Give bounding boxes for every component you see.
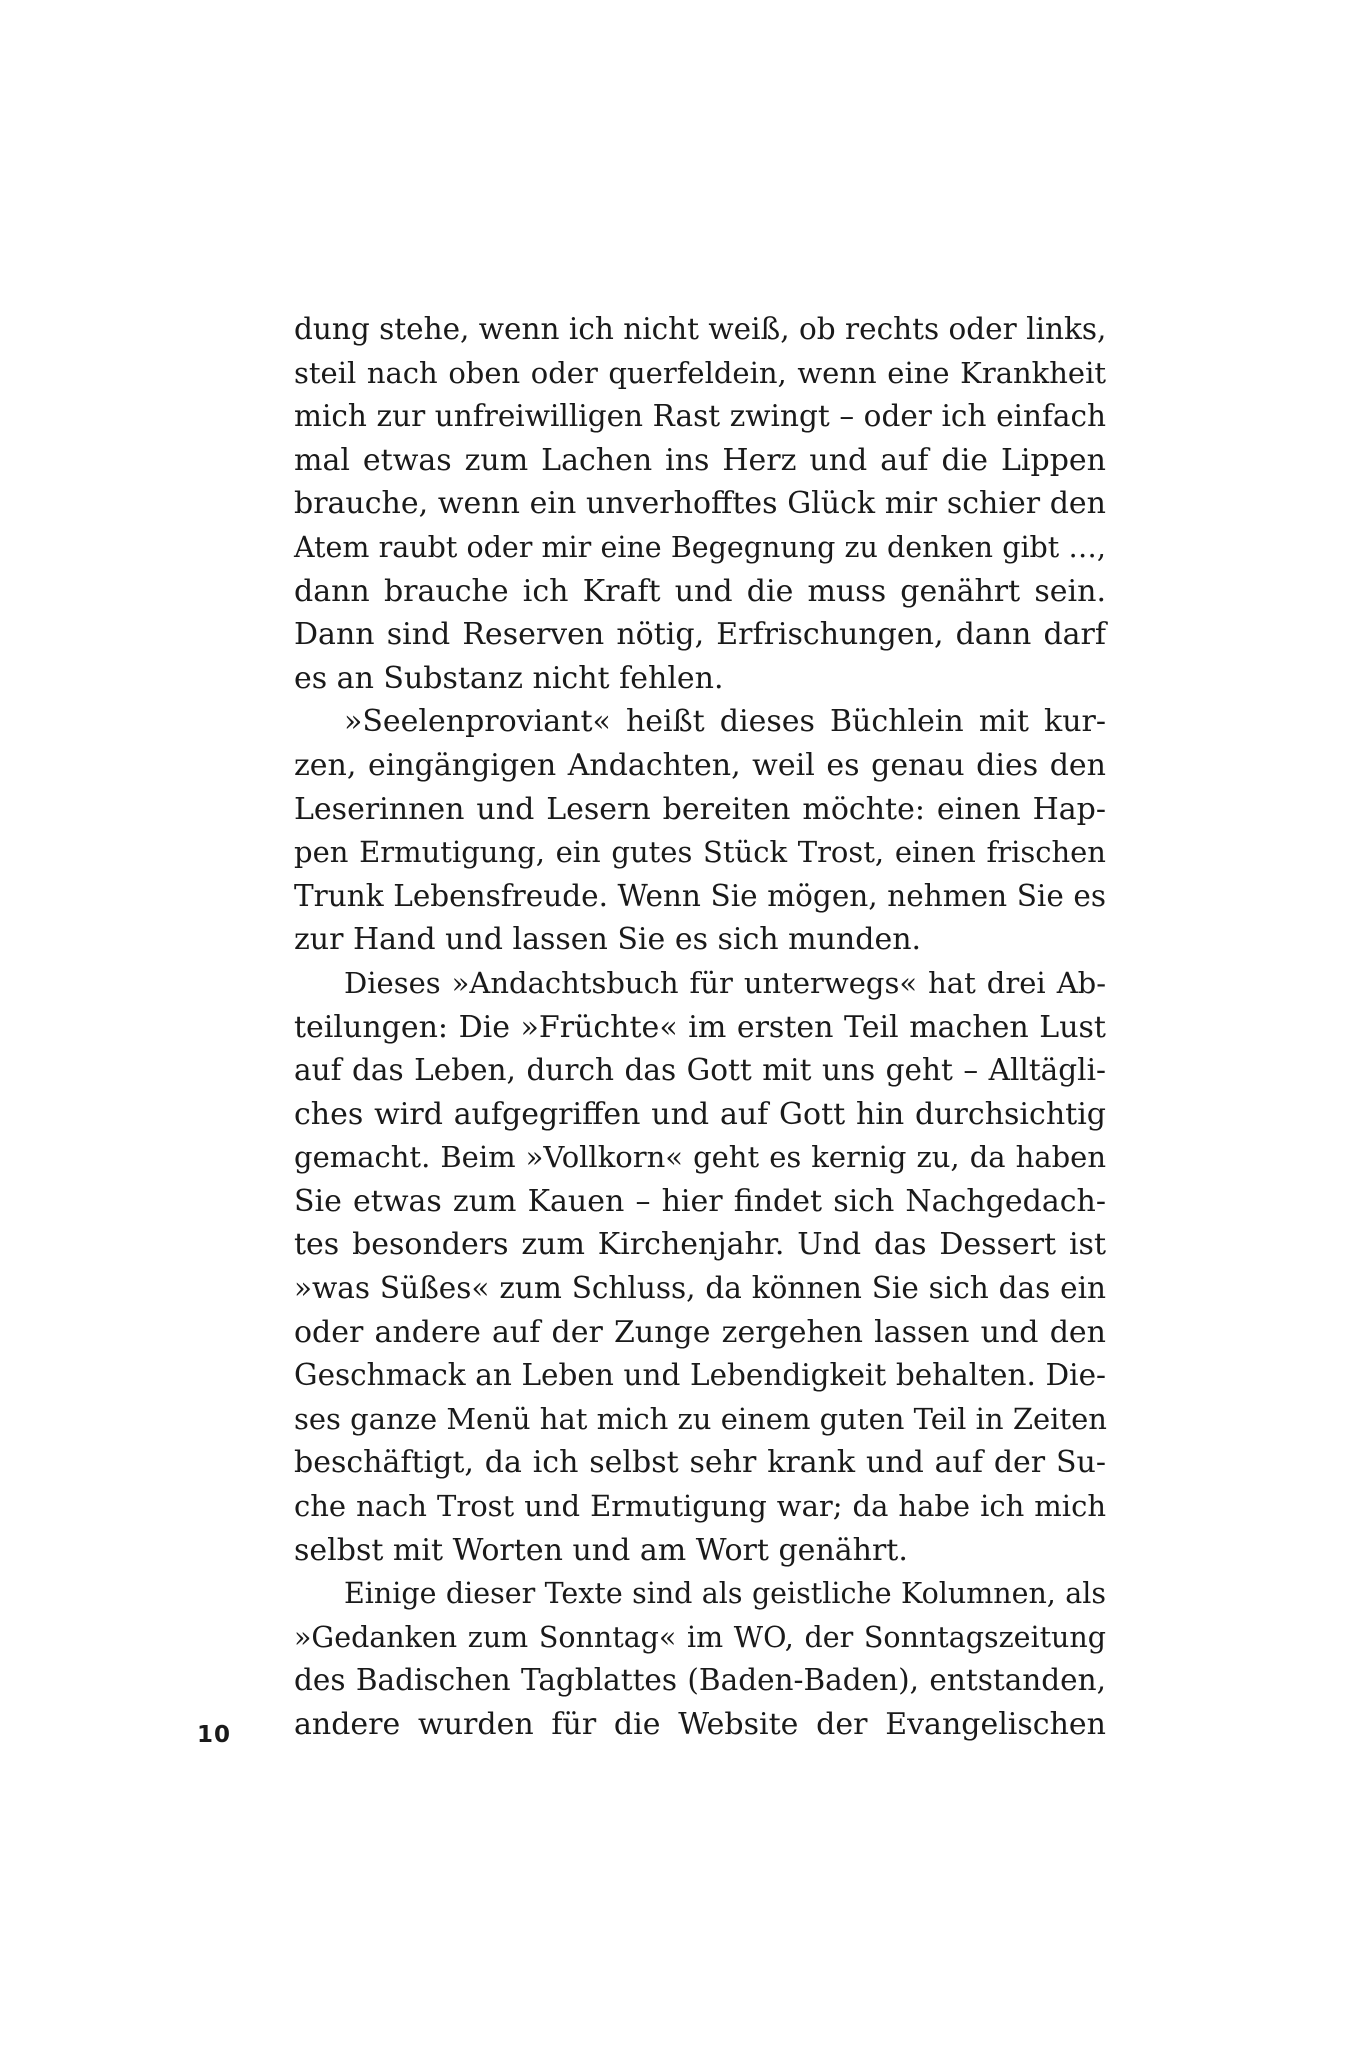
text-line: zen, eingängigen Andachten, weil es genau dies den (294, 747, 1106, 783)
text-line: »Gedanken zum Sonntag« im WO, der Sonntagszeitung (294, 1620, 1106, 1654)
text-line: auf das Leben, durch das Gott mit uns geht – Alltägli- (294, 1053, 1106, 1088)
text-line: beschäftigt, da ich selbst sehr krank und auf der Su- (294, 1445, 1106, 1481)
body-text (294, 308, 1106, 1747)
text-line: Geschmack an Leben und Lebendigkeit behalten. Die- (294, 1358, 1106, 1393)
text-line: des Badischen Tagblattes (Baden-Baden), entstanden, (294, 1663, 1106, 1698)
page-number: 10 (197, 1722, 232, 1748)
text-line: es an Substanz nicht fehlen. (294, 660, 724, 696)
text-line: »was Süßes« zum Schluss, da können Sie sich das ein (294, 1271, 1106, 1306)
text-line: che nach Trost und Ermutigung war; da habe ich mich (294, 1489, 1106, 1524)
text-line: Trunk Lebensfreude. Wenn Sie mögen, nehmen Sie es (294, 878, 1106, 913)
text-line: ses ganze Menü hat mich zu einem guten Teil in Zeiten (294, 1401, 1107, 1436)
text-line: gemacht. Beim »Vollkorn« geht es kernig zu, da haben (294, 1140, 1106, 1175)
text-line: teilungen: Die »Früchte« im ersten Teil machen Lust (294, 1009, 1106, 1045)
text-line: Atem raubt oder mir eine Begegnung zu denken gibt …, (294, 530, 1106, 564)
text-line: Leserinnen und Lesern bereiten möchte: einen Hap- (294, 791, 1106, 827)
text-line: mal etwas zum Lachen ins Herz und auf die Lippen (294, 442, 1106, 478)
text-line: dung stehe, wenn ich nicht weiß, ob rechts oder links, (294, 312, 1107, 346)
text-line: tes besonders zum Kirchenjahr. Und das Dessert ist (294, 1227, 1106, 1263)
text-line: pen Ermutigung, ein gutes Stück Trost, einen frischen (294, 835, 1106, 870)
text-line: Dann sind Reserven nötig, Erfrischungen, dann darf (294, 617, 1106, 653)
text-line: steil nach oben oder querfeldein, wenn eine Krankheit (294, 355, 1106, 390)
text-line: dann brauche ich Kraft und die muss genährt sein. (294, 573, 1106, 609)
text-line: zur Hand und lassen Sie es sich munden. (294, 922, 922, 958)
text-line: andere wurden für die Website der Evangelischen (294, 1707, 1106, 1742)
text-line: Sie etwas zum Kauen – hier findet sich Nachgedach- (294, 1183, 1106, 1219)
text-line: oder andere auf der Zunge zergehen lassen und den (294, 1314, 1106, 1350)
text-line: »Seelenproviant« heißt dieses Büchlein mit kur- (344, 704, 1106, 740)
text-line: ches wird aufgegriffen und auf Gott hin durchsichtig (294, 1096, 1106, 1132)
text-line: mich zur unfreiwilligen Rast zwingt – oder ich einfach (294, 399, 1106, 434)
text-line: Dieses »Andachtsbuch für unterwegs« hat drei Ab- (344, 965, 1106, 1000)
text-line: selbst mit Worten und am Wort genährt. (294, 1532, 908, 1568)
text-line: Einige dieser Texte sind als geistliche Kolumnen, als (344, 1577, 1106, 1611)
text-line: brauche, wenn ein unverhofftes Glück mir schier den (294, 486, 1106, 522)
